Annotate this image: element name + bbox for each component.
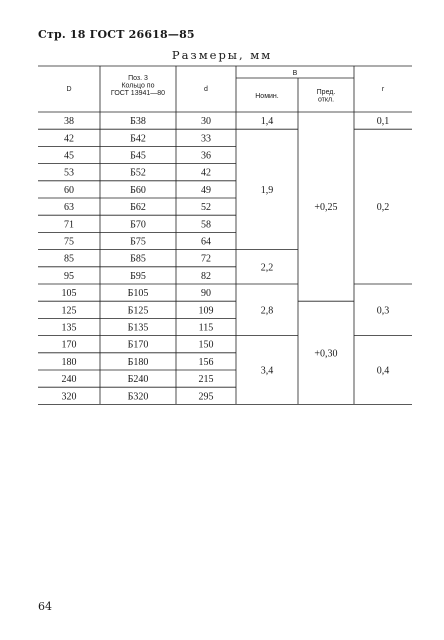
cell-d-outer: 125 [61, 305, 77, 317]
cell-r: 0,1 [376, 116, 390, 128]
cell-d-outer: 320 [61, 391, 77, 403]
page-header: Стр. 18 ГОСТ 26618—85 [38, 28, 195, 41]
cell-r: 0,4 [376, 365, 390, 377]
cell-b-deviation: +0,30 [314, 348, 338, 360]
cell-position: Б95 [130, 270, 146, 282]
column-header-d-outer: D [66, 86, 72, 93]
cell-position: Б125 [127, 305, 149, 317]
cell-position: Б240 [127, 374, 149, 386]
cell-d-outer: 85 [64, 253, 74, 265]
cell-position: Б70 [130, 219, 146, 231]
cell-position: Б320 [127, 391, 149, 403]
cell-b-nominal: 2,2 [260, 262, 274, 274]
cell-d-inner: 49 [201, 184, 211, 196]
column-header-b: B [292, 70, 298, 77]
column-header-position: Поз. 3 [128, 75, 148, 82]
cell-position: Б52 [130, 167, 146, 179]
cell-d-inner: 52 [201, 202, 211, 214]
cell-position: Б42 [130, 133, 146, 145]
cell-d-inner: 109 [198, 305, 214, 317]
cell-position: Б75 [130, 236, 146, 248]
column-header-position: ГОСТ 13941—80 [110, 90, 166, 97]
cell-d-inner: 36 [201, 150, 211, 162]
column-header-deviation: откл. [317, 96, 335, 104]
page-number: 64 [38, 600, 52, 613]
cell-d-inner: 156 [198, 356, 214, 368]
cell-position: Б135 [127, 322, 149, 334]
cell-position: Б62 [130, 202, 146, 214]
cell-b-nominal: 2,8 [260, 305, 274, 317]
cell-d-outer: 42 [64, 133, 74, 145]
cell-d-outer: 75 [64, 236, 74, 248]
cell-d-outer: 180 [61, 356, 77, 368]
cell-d-outer: 135 [61, 322, 77, 334]
cell-d-outer: 170 [61, 339, 77, 351]
cell-d-outer: 60 [64, 184, 74, 196]
column-header-r: r [381, 86, 385, 93]
cell-position: Б170 [127, 339, 149, 351]
cell-d-outer: 71 [64, 219, 74, 231]
cell-position: Б105 [127, 288, 149, 300]
cell-position: Б45 [130, 150, 146, 162]
column-header-d-inner: d [204, 86, 208, 93]
cell-d-inner: 64 [201, 236, 211, 248]
cell-d-outer: 63 [64, 202, 74, 214]
cell-d-inner: 58 [201, 219, 211, 231]
cell-d-outer: 53 [64, 167, 74, 179]
column-header-position: Кольцо по [121, 82, 155, 90]
cell-d-inner: 82 [201, 270, 211, 282]
cell-d-inner: 115 [198, 322, 214, 334]
column-header-deviation: Пред. [316, 89, 336, 96]
cell-d-outer: 45 [64, 150, 74, 162]
cell-position: Б38 [130, 116, 146, 128]
cell-d-inner: 295 [198, 391, 214, 403]
cell-b-nominal: 3,4 [260, 365, 274, 377]
cell-r: 0,2 [376, 202, 390, 214]
cell-d-outer: 240 [61, 374, 77, 386]
cell-d-inner: 150 [198, 339, 214, 351]
cell-d-inner: 215 [198, 374, 214, 386]
cell-b-nominal: 1,4 [260, 116, 274, 128]
cell-r: 0,3 [376, 305, 390, 317]
cell-d-outer: 38 [64, 116, 74, 128]
cell-d-inner: 72 [201, 253, 211, 265]
cell-d-inner: 30 [201, 116, 211, 128]
column-header-nominal: Номин. [255, 93, 279, 100]
cell-d-outer: 105 [61, 288, 77, 300]
cell-d-inner: 90 [201, 288, 211, 300]
cell-d-inner: 33 [201, 133, 211, 145]
cell-b-deviation: +0,25 [314, 202, 338, 214]
cell-b-nominal: 1,9 [260, 184, 274, 196]
cell-position: Б180 [127, 356, 149, 368]
cell-d-inner: 42 [201, 167, 211, 179]
cell-position: Б60 [130, 184, 146, 196]
table-title: Размеры, мм [171, 48, 273, 62]
cell-d-outer: 95 [64, 270, 74, 282]
cell-position: Б85 [130, 253, 146, 265]
